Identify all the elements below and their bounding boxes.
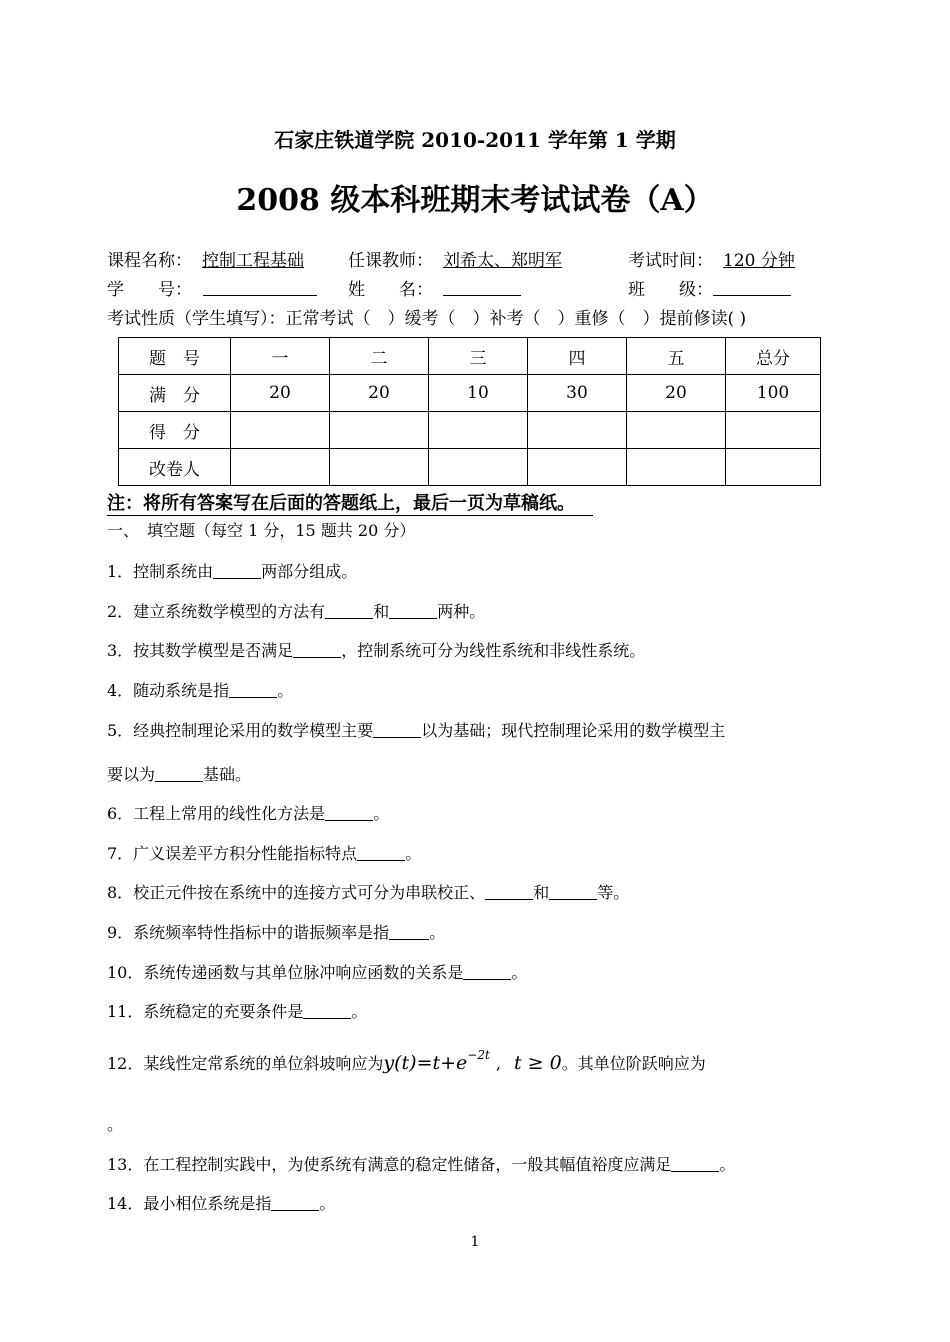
question-text: 和 xyxy=(373,602,390,621)
course-name-label: 课程名称： xyxy=(107,251,192,271)
exam-time-value: 120 分钟 xyxy=(723,251,795,271)
question-9 xyxy=(107,920,445,943)
question-text: 8．校正元件按在系统中的连接方式可分为串联校正、 xyxy=(107,883,486,902)
question-text: 。 xyxy=(719,1155,736,1174)
score-cell[interactable] xyxy=(528,412,627,449)
full-marks-cell: 30 xyxy=(528,375,627,412)
full-marks-label: 满 分 xyxy=(119,375,231,412)
full-marks-cell: 20 xyxy=(330,375,429,412)
question-text: 14．最小相位系统是指 xyxy=(107,1194,272,1213)
question-5-continued xyxy=(107,762,251,785)
exam-time-label: 考试时间： xyxy=(628,251,713,271)
answer-sheet-note: 注：将所有答案写在后面的答题纸上，最后一页为草稿纸。 xyxy=(107,489,593,516)
question-text: 等。 xyxy=(597,883,630,902)
answer-blank[interactable] xyxy=(373,719,421,738)
question-14 xyxy=(107,1191,335,1214)
grader-cell[interactable] xyxy=(726,449,821,486)
question-text: 4．随动系统是指 xyxy=(107,681,230,700)
score-cell[interactable] xyxy=(231,412,330,449)
full-marks-cell: 20 xyxy=(231,375,330,412)
question-text: 5．经典控制理论采用的数学模型主要 xyxy=(107,721,374,740)
question-text: 6．工程上常用的线性化方法是 xyxy=(107,804,326,823)
score-cell[interactable] xyxy=(330,412,429,449)
question-text: 。 xyxy=(511,963,528,982)
grader-cell[interactable] xyxy=(231,449,330,486)
class-label: 班 级： xyxy=(628,280,713,300)
exam-title: 2008 级本科班期末考试试卷（A） xyxy=(236,183,714,218)
question-3 xyxy=(107,638,645,661)
full-marks-cell: 100 xyxy=(726,375,821,412)
answer-blank[interactable] xyxy=(389,921,429,940)
question-text: 要以为 xyxy=(107,765,156,784)
question-text: 两部分组成。 xyxy=(261,562,358,581)
question-text: 。 xyxy=(319,1194,336,1213)
question-text: 两种。 xyxy=(437,602,486,621)
question-text: 3．按其数学模型是否满足 xyxy=(107,641,294,660)
table-header-cell: 总分 xyxy=(726,338,821,375)
question-text: 。 xyxy=(405,844,422,863)
student-name-blank[interactable] xyxy=(443,277,521,296)
student-id-label: 学 号： xyxy=(107,280,192,300)
question-11 xyxy=(107,999,367,1022)
table-header-cell: 三 xyxy=(429,338,528,375)
score-cell[interactable] xyxy=(429,412,528,449)
answer-blank[interactable] xyxy=(389,600,437,619)
answer-blank[interactable] xyxy=(325,600,373,619)
question-text: 。 xyxy=(429,923,446,942)
score-cell[interactable] xyxy=(627,412,726,449)
table-header-cell: 题 号 xyxy=(119,338,231,375)
table-header-cell: 四 xyxy=(528,338,627,375)
grader-cell[interactable] xyxy=(627,449,726,486)
question-2 xyxy=(107,599,485,622)
question-13 xyxy=(107,1152,735,1175)
score-cell[interactable] xyxy=(726,412,821,449)
question-text: 。 xyxy=(277,681,294,700)
question-text: ，控制系统可分为线性系统和非线性系统。 xyxy=(341,641,646,660)
page-number: 1 xyxy=(470,1234,480,1250)
question-text: , xyxy=(495,1054,501,1073)
ramp-response-formula: y(t)=t+e xyxy=(383,1052,468,1074)
class-blank[interactable] xyxy=(713,277,791,296)
question-text: 以为基础；现代控制理论采用的数学模型主 xyxy=(421,721,726,740)
grader-cell[interactable] xyxy=(528,449,627,486)
teacher-value: 刘希太、郑明军 xyxy=(443,251,562,271)
answer-blank[interactable] xyxy=(549,881,597,900)
question-12 xyxy=(107,1048,706,1074)
answer-blank[interactable] xyxy=(213,560,261,579)
student-name-label: 姓 名： xyxy=(348,280,433,300)
time-condition: t ≥ 0 xyxy=(514,1052,562,1074)
teacher-label: 任课教师： xyxy=(348,251,433,271)
question-text: 12．某线性定常系统的单位斜坡响应为 xyxy=(107,1054,384,1073)
question-text: 11．系统稳定的充要条件是 xyxy=(107,1002,304,1021)
question-4 xyxy=(107,678,293,701)
question-text: 。其单位阶跃响应为 xyxy=(561,1054,706,1073)
answer-blank[interactable] xyxy=(271,1192,319,1211)
table-row-graders xyxy=(119,449,821,486)
score-label: 得 分 xyxy=(119,412,231,449)
table-row-scores xyxy=(119,412,821,449)
question-text: 1．控制系统由 xyxy=(107,562,214,581)
exam-nature-line: 考试性质（学生填写）：正常考试（ ）缓考（ ）补考（ ）重修（ ）提前修读( ) xyxy=(107,309,747,329)
question-text: 。 xyxy=(351,1002,368,1021)
table-header-cell: 五 xyxy=(627,338,726,375)
answer-blank[interactable] xyxy=(325,802,373,821)
question-7 xyxy=(107,841,421,864)
grader-label: 改卷人 xyxy=(119,449,231,486)
question-text: 10．系统传递函数与其单位脉冲响应函数的关系是 xyxy=(107,963,464,982)
question-text: 基础。 xyxy=(203,765,252,784)
table-header-cell: 一 xyxy=(231,338,330,375)
grader-cell[interactable] xyxy=(330,449,429,486)
question-text: 13．在工程控制实践中，为使系统有满意的稳定性储备，一般其幅值裕度应满足 xyxy=(107,1155,672,1174)
formula-exponent: −2t xyxy=(467,1048,490,1062)
question-10 xyxy=(107,960,527,983)
answer-blank[interactable] xyxy=(357,842,405,861)
answer-blank[interactable] xyxy=(229,679,277,698)
score-table xyxy=(118,337,821,486)
section-title-fill-in: 一、 填空题（每空 1 分，15 题共 20 分） xyxy=(107,521,416,540)
student-id-blank[interactable] xyxy=(203,277,317,296)
question-12-continued xyxy=(107,1112,123,1135)
table-row-full-marks xyxy=(119,375,821,412)
question-text: 。 xyxy=(373,804,390,823)
question-text: 。 xyxy=(107,1115,124,1134)
full-marks-cell: 10 xyxy=(429,375,528,412)
full-marks-cell: 20 xyxy=(627,375,726,412)
question-5 xyxy=(107,718,725,741)
question-8 xyxy=(107,880,629,903)
answer-blank[interactable] xyxy=(303,1000,351,1019)
table-row-question-numbers xyxy=(119,338,821,375)
question-1 xyxy=(107,559,357,582)
question-6 xyxy=(107,801,389,824)
grader-cell[interactable] xyxy=(429,449,528,486)
question-text: 9．系统频率特性指标中的谐振频率是指 xyxy=(107,923,390,942)
question-text: 2．建立系统数学模型的方法有 xyxy=(107,602,326,621)
school-term-line: 石家庄铁道学院 2010-2011 学年第 1 学期 xyxy=(274,128,676,152)
question-text: 7．广义误差平方积分性能指标特点 xyxy=(107,844,358,863)
answer-blank[interactable] xyxy=(155,763,203,782)
answer-blank[interactable] xyxy=(485,881,533,900)
answer-blank[interactable] xyxy=(463,961,511,980)
table-header-cell: 二 xyxy=(330,338,429,375)
question-text: 和 xyxy=(533,883,550,902)
course-name-value: 控制工程基础 xyxy=(202,251,304,271)
answer-blank[interactable] xyxy=(293,639,341,658)
answer-blank[interactable] xyxy=(671,1153,719,1172)
